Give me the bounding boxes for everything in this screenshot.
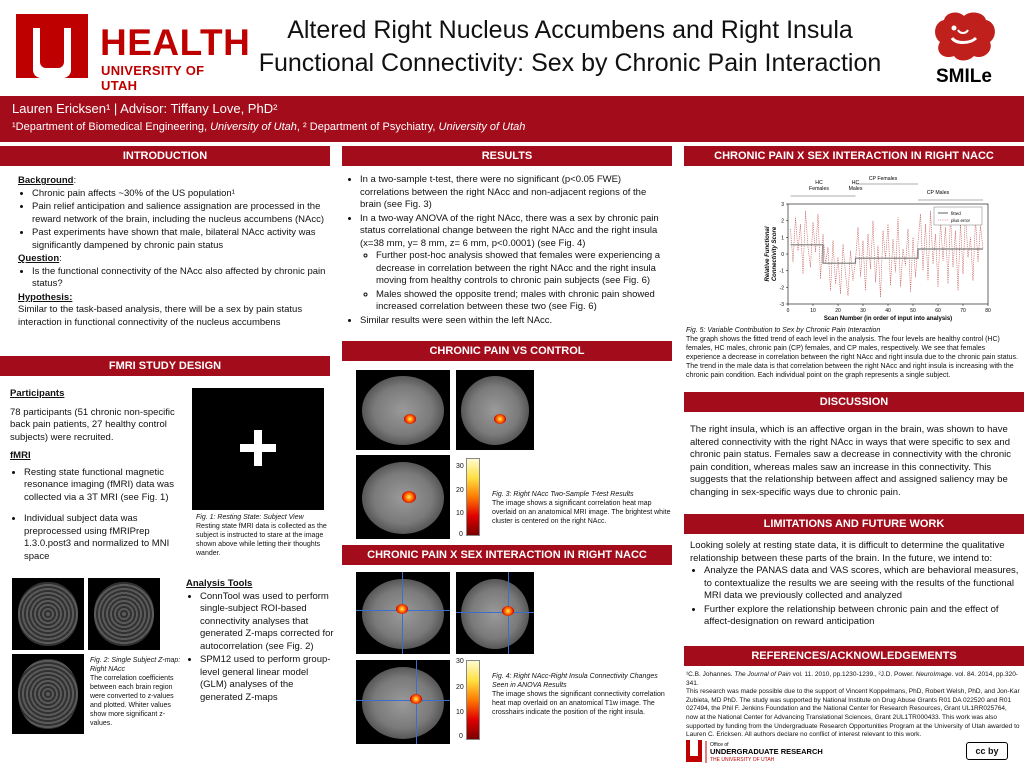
citation-journal: NeuroImage bbox=[915, 671, 952, 678]
fmri-heading: fMRI bbox=[10, 450, 31, 461]
hypothesis-heading: Hypothesis: bbox=[18, 291, 73, 303]
block-u-icon bbox=[16, 14, 88, 78]
section-references: REFERENCES/ACKNOWLEDGEMENTS bbox=[684, 646, 1024, 666]
fig1-caption-text: Resting state fMRI data is collected as the subject is instructed to stare at the image shown above while letting their thoughts wander. bbox=[196, 523, 327, 557]
analysis-tools-heading: Analysis Tools bbox=[186, 578, 253, 589]
tools-bullet: • ConnTool was used to perform single-subject ROI-based connectivity analyses that generated Z-maps corrected for autocorrelation (see Fig. 2) bbox=[200, 591, 336, 654]
fig3-caption bbox=[492, 490, 672, 526]
y-axis-label: Relative FunctionalConnectivity Score bbox=[765, 226, 778, 282]
fig4-colorbar bbox=[466, 660, 480, 740]
x-tick-label: 40 bbox=[885, 308, 891, 314]
background-heading: Background bbox=[18, 175, 74, 186]
participants-heading: Participants bbox=[10, 388, 65, 399]
section-results: RESULTS bbox=[342, 146, 672, 166]
question-bullet: • Is the functional connectivity of the NAcc also affected by chronic pain status? bbox=[32, 266, 330, 291]
participants-text: 78 participants (51 chronic non-specific back pain patients, 27 healthy control subjects) were recruited. bbox=[10, 406, 175, 443]
fig4-caption-text: The image shows the significant connectivity correlation heat map overlaid on an anatomical T1w image. The crosshairs indicate the position of the right insula. bbox=[492, 691, 665, 716]
fig5-caption-title: Fig. 5: Variable Contribution to Sex by Chronic Pain Interaction bbox=[686, 327, 881, 334]
fig2-caption-title: Fig. 2: Single Subject Z-map: Right NAcc bbox=[90, 657, 181, 673]
fig5-caption bbox=[686, 326, 1020, 380]
university-health-logo bbox=[12, 12, 251, 93]
creative-commons-badge: cc by bbox=[966, 742, 1008, 760]
footer-our-text: UNDERGRADUATE RESEARCH bbox=[710, 747, 823, 756]
result-sub-bullet: ◦ Males showed the opposite trend; males with chronic pain showed increased correlation between these two (see Fig. 6) bbox=[376, 289, 668, 314]
footer-university-text: THE UNIVERSITY OF UTAH bbox=[710, 757, 775, 763]
authors: Lauren Ericksen¹ | Advisor: Tiffany Love, PhD² bbox=[12, 101, 278, 116]
fig3-coronal-image bbox=[456, 370, 534, 450]
fig3-colorbar-tick: 10 bbox=[456, 510, 464, 517]
y-tick-label: 3 bbox=[781, 202, 784, 208]
group-label: HC Females bbox=[809, 180, 829, 192]
zmap-coronal-image bbox=[88, 578, 160, 650]
y-tick-label: -3 bbox=[779, 302, 784, 308]
citations bbox=[686, 671, 1020, 688]
x-tick-label: 50 bbox=[910, 308, 916, 314]
citation-text: vol. 11. 2010, pp.1230-1239., ²J.D. Power. bbox=[790, 671, 916, 678]
zmap-axial-image bbox=[12, 578, 84, 650]
fig4-colorbar-tick: 20 bbox=[456, 684, 464, 691]
y-tick-label: -1 bbox=[779, 268, 784, 275]
x-tick-label: 20 bbox=[835, 308, 841, 314]
fig5-caption-text: The graph shows the fitted trend of each level in the analysis. The four levels are healthy control (HC) females, HC males, chronic pain (CP) females, and CP males, respectively. We see that females experience a decrease in correlation between the right NAcc and right insula due to the chronic pain status. The trend in the male data is that correlation between the right NAcc and right insula is increasing with the chronic pain condition. Each individual point on the graph represents a single subject. bbox=[686, 336, 1018, 379]
y-tick-label: -2 bbox=[779, 285, 784, 292]
title-line-1: Altered Right Nucleus Accumbens and Right Insula bbox=[287, 16, 853, 44]
citation-text: . vol. 84. 2014, pp.320-341. bbox=[686, 671, 1018, 687]
footer-office-text: Office of bbox=[710, 742, 729, 748]
group-label: CP Females bbox=[868, 176, 898, 182]
section-interaction-top: CHRONIC PAIN X SEX INTERACTION IN RIGHT NACC bbox=[684, 146, 1024, 166]
question-heading: Question bbox=[18, 253, 60, 264]
intro-bullet: • Chronic pain affects ~30% of the US population¹ bbox=[32, 188, 330, 201]
intro-bullet: • Past experiments have shown that male, bilateral NAcc activity was significantly dampened by chronic pain status bbox=[32, 227, 330, 252]
participants-block bbox=[10, 388, 186, 505]
fig3-caption-text: The image shows a significant correlation heat map overlaid on an anatomical MRI image. The brightest white cluster is centered on the right NAcc. bbox=[492, 500, 671, 525]
x-tick-label: 80 bbox=[985, 308, 991, 314]
fixation-cross-image bbox=[192, 388, 324, 510]
x-tick-label: 30 bbox=[860, 308, 866, 314]
fig4-coronal-image bbox=[456, 572, 534, 654]
fig3-colorbar-tick: 0 bbox=[459, 531, 463, 538]
analysis-tools-block bbox=[186, 578, 336, 705]
fig1-caption bbox=[196, 513, 332, 558]
poster-title bbox=[250, 14, 890, 80]
group-label: CP Males bbox=[926, 190, 950, 196]
section-introduction: INTRODUCTION bbox=[0, 146, 330, 166]
preprocess-block bbox=[10, 513, 186, 564]
group-label: HC Males bbox=[848, 180, 863, 192]
health-wordmark: HEALTH bbox=[100, 22, 251, 63]
fig3-colorbar-tick: 30 bbox=[456, 463, 464, 470]
section-limitations: LIMITATIONS AND FUTURE WORK bbox=[684, 514, 1024, 534]
zmap-sagittal-image bbox=[12, 654, 84, 734]
references-text bbox=[686, 671, 1020, 740]
limitations-bullet: • Further explore the relationship between chronic pain and the effect of affect-designation on reward anticipation bbox=[704, 604, 1020, 629]
fig1-caption-title: Fig. 1: Resting State: Subject View bbox=[196, 514, 304, 521]
fig2-caption bbox=[90, 656, 186, 728]
section-fmri-design: FMRI STUDY DESIGN bbox=[0, 356, 330, 376]
discussion-text: The right insula, which is an affective organ in the brain, was shown to have altered connectivity with the right NAcc in ways that were specific to sex and chronic pain status. Females saw a decrease in connectivity with the chronic pain condition, whereas males saw an increase in this connectivity. This suggests that the relationship between affect and assigned saliency may be changing in sex-specific ways due to chronic pain. bbox=[690, 424, 1012, 498]
fig4-sagittal-image bbox=[356, 572, 450, 654]
fig4-axial-image bbox=[356, 660, 450, 744]
author-banner bbox=[0, 96, 1024, 142]
x-axis-label: Scan Number (in order of input into analysis) bbox=[823, 316, 953, 322]
fig3-colorbar-tick: 20 bbox=[456, 487, 464, 494]
fig3-colorbar bbox=[466, 458, 480, 536]
y-tick-label: 2 bbox=[781, 218, 784, 225]
legend-label-fitted: fitted bbox=[951, 211, 961, 216]
fig3-caption-title: Fig. 3: Right NAcc Two-Sample T-test Results bbox=[492, 491, 634, 498]
smile-wordmark: SMILe bbox=[936, 66, 992, 87]
fig4-caption-title: Fig. 4: Right NAcc-Right Insula Connectivity Changes Seen in ANOVA Results bbox=[492, 673, 658, 689]
section-cp-vs-control: CHRONIC PAIN VS CONTROL bbox=[342, 341, 672, 361]
result-bullet-text: In a two-way ANOVA of the right NAcc, there was a sex by chronic pain status correlational change between the right NAcc and the right insula (x=38 mm, y= 8 mm, z= 6 mm, p<0.0001) (see Fig. 4) bbox=[360, 212, 659, 249]
result-bullet: • Similar results were seen within the left NAcc. bbox=[360, 315, 668, 328]
fig4-colorbar-tick: 0 bbox=[459, 733, 463, 740]
limitations-intro: Looking solely at resting state data, it is difficult to determine the qualitative relationship between these parts of the brain. In the future, we intend to: bbox=[690, 540, 1005, 564]
x-tick-label: 0 bbox=[786, 308, 790, 314]
interaction-line-chart bbox=[700, 168, 1000, 328]
fmri-bullet: • Individual subject data was preprocessed using fMRIPrep 1.3.0.post3 and normalized to MNI space bbox=[24, 513, 186, 563]
result-bullet: • In a two-sample t-test, there were no significant (p<0.05 FWE) correlations between the right NAcc and non-adjacent regions of the brain (see Fig. 3) bbox=[360, 174, 668, 212]
section-interaction-mid: CHRONIC PAIN X SEX INTERACTION IN RIGHT NACC bbox=[342, 545, 672, 565]
result-bullet bbox=[360, 213, 668, 314]
result-sub-bullet: ◦ Further post-hoc analysis showed that females were experiencing a decrease in correlation between the right NAcc and the right insula moving from healthy controls to chronic pain subjects (see Fig. 6) bbox=[376, 250, 668, 288]
section-discussion: DISCUSSION bbox=[684, 392, 1024, 412]
tools-bullet: • SPM12 used to perform group-level general linear model (GLM) analyses of the generated Z-maps bbox=[200, 654, 336, 704]
affil-univ-1: University of Utah bbox=[210, 121, 297, 133]
introduction-text: Background: • Chronic pain affects ~30% of the US population¹ • Pain relief anticipation and salience assignation are processed in the reward network of the brain, including the nucleus accumbens (NAcc) • Past experiments have shown that male, bilateral NAcc activity was significantly dampened by chronic pain status Question: • Is the functional connectivity of the NAcc also affected by chronic pain status? Hypothesis: Similar to the task-based analysis, there will be a sex by pain status interaction in functional connectivity of the nucleus accumbens bbox=[18, 175, 330, 329]
fmri-bullet: • Resting state functional magnetic resonance imaging (fMRI) data was collected via a 3T MRI (see Fig. 1) bbox=[24, 467, 186, 505]
intro-bullet: • Pain relief anticipation and salience assignation are processed in the reward network of the brain, including the nucleus accumbens (NAcc) bbox=[32, 201, 330, 226]
x-tick-label: 60 bbox=[935, 308, 941, 314]
affiliations bbox=[12, 121, 525, 133]
office-undergraduate-research-logo bbox=[686, 738, 836, 766]
legend-label-plus-error: plus error bbox=[951, 218, 971, 223]
y-tick-label: 0 bbox=[781, 252, 784, 258]
citation-text: ¹C.B. Johannes. bbox=[686, 671, 735, 678]
title-line-2: Functional Connectivity: Sex by Chronic Pain Interaction bbox=[258, 49, 882, 77]
hypothesis-text: Similar to the task-based analysis, there will be a sex by pain status interaction in functional connectivity of the nucleus accumbens bbox=[18, 304, 303, 328]
affil-text-1: ¹Department of Biomedical Engineering, bbox=[12, 121, 211, 133]
results-text bbox=[346, 174, 668, 328]
fig4-caption bbox=[492, 672, 672, 717]
fig4-colorbar-tick: 10 bbox=[456, 709, 464, 716]
affil-text-2: , ² Department of Psychiatry, bbox=[296, 121, 439, 133]
fig2-caption-text: The correlation coefficients between each brain region were converted to z-values and plotted. Whiter values show more significant z-values. bbox=[90, 675, 174, 727]
university-wordmark: UNIVERSITY OF UTAH bbox=[101, 63, 205, 93]
affil-univ-2: University of Utah bbox=[438, 121, 526, 133]
fig4-colorbar-tick: 30 bbox=[456, 658, 464, 665]
x-tick-label: 70 bbox=[960, 308, 966, 314]
fig3-sagittal-image bbox=[356, 370, 450, 450]
y-tick-label: 1 bbox=[781, 235, 784, 242]
limitations-text bbox=[690, 540, 1020, 630]
x-tick-label: 10 bbox=[810, 308, 816, 314]
citation-journal: The Journal of Pain bbox=[734, 671, 791, 678]
fig3-axial-image bbox=[356, 455, 450, 539]
acknowledgements: This research was made possible due to the support of Vincent Koppelmans, PhD, Robert Welsh, PhD, and Jon-Kar Zubieta, MD PhD. The study was supported by National Institute on Drug Abuse Grants R01 DA 022520 and R01 027494, the Phil F. Jenkins Foundation and the National Center for Research Resources, Grant UL1RR025764, now at the National Center for Advancing Translational Sciences, Grant 2UL1TR000433. This work was also supported by funding from the Undergraduate Research Opportunities Program at the University of Utah awarded to Lauren C. Ericksen. All authors declare no conflict of interest relevant to this work. bbox=[686, 688, 1020, 739]
limitations-bullet: • Analyze the PANAS data and VAS scores, which are behavioral measures, to contextualize the results we are seeing with the results of the functional MRI data we previously collected and analyzed bbox=[704, 565, 1020, 603]
